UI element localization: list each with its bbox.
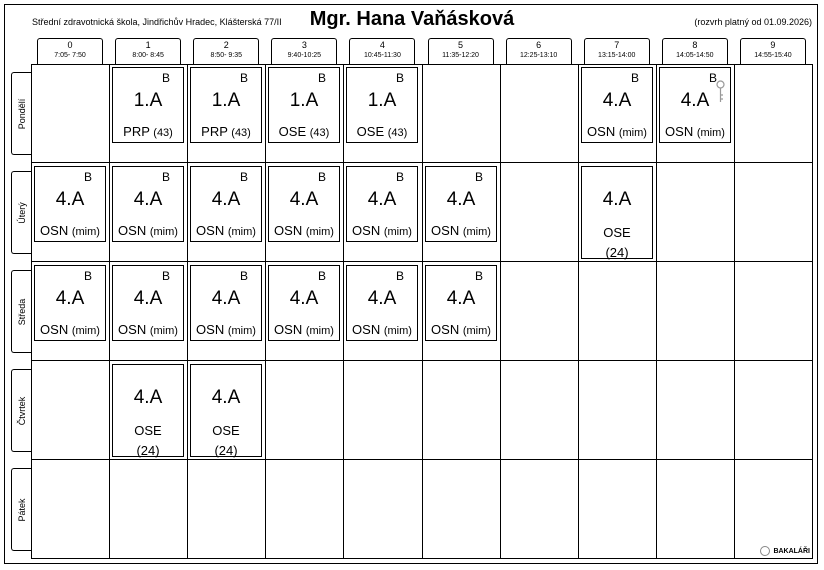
lesson-group: B bbox=[474, 170, 483, 184]
period-header-6 bbox=[506, 38, 572, 64]
lesson-subject: OSN bbox=[587, 124, 616, 139]
lesson-class: 4.A bbox=[367, 288, 397, 309]
lesson-group: B bbox=[239, 269, 248, 283]
lesson-subject-room bbox=[191, 322, 261, 337]
lesson-room: (43) bbox=[309, 127, 330, 139]
lesson-cell[interactable] bbox=[581, 166, 653, 259]
grid-vline bbox=[343, 64, 344, 559]
key-icon bbox=[716, 80, 725, 104]
lesson-group: B bbox=[630, 71, 639, 85]
validity-note: (rozvrh platný od 01.09.2026) bbox=[694, 17, 812, 27]
day-name: Čtvrtek bbox=[16, 396, 27, 425]
lesson-cell[interactable] bbox=[190, 67, 262, 143]
period-header-3 bbox=[271, 38, 337, 64]
lesson-room: (43) bbox=[153, 127, 173, 139]
lesson-cell[interactable] bbox=[346, 166, 418, 242]
lesson-group: B bbox=[161, 269, 170, 283]
lesson-group: B bbox=[474, 269, 483, 283]
period-header-1 bbox=[115, 38, 181, 64]
period-time: 13:15-14:00 bbox=[598, 52, 636, 59]
lesson-group: B bbox=[239, 71, 248, 85]
lesson-group: B bbox=[161, 170, 170, 184]
lesson-room: (mim) bbox=[618, 127, 647, 139]
lesson-subject-room bbox=[347, 124, 417, 139]
lesson-cell[interactable] bbox=[112, 265, 184, 341]
lesson-room: (24) bbox=[214, 443, 238, 458]
lesson-cell[interactable] bbox=[346, 265, 418, 341]
period-number: 8 bbox=[692, 40, 698, 50]
grid-vline bbox=[422, 64, 423, 559]
day-name: Pátek bbox=[16, 497, 27, 522]
lesson-group: B bbox=[317, 71, 326, 85]
period-time: 8:00- 8:45 bbox=[132, 52, 164, 59]
grid-vline bbox=[812, 64, 813, 559]
lesson-cell[interactable] bbox=[346, 67, 418, 143]
lesson-room: (43) bbox=[387, 127, 408, 139]
grid-vline bbox=[734, 64, 735, 559]
lesson-room: (mim) bbox=[383, 226, 412, 238]
period-header-2 bbox=[193, 38, 259, 64]
lesson-subject: OSN bbox=[40, 322, 69, 337]
lesson-subject-room bbox=[582, 223, 652, 263]
lesson-cell[interactable] bbox=[34, 166, 106, 242]
period-header-8 bbox=[662, 38, 728, 64]
lesson-subject-room bbox=[191, 421, 261, 461]
lesson-class: 4.A bbox=[446, 288, 476, 309]
lesson-subject-room bbox=[269, 124, 339, 139]
lesson-subject: OSE bbox=[134, 423, 162, 438]
lesson-subject-room bbox=[191, 223, 261, 238]
lesson-subject: OSN bbox=[274, 223, 303, 238]
lesson-class: 4.A bbox=[133, 288, 163, 309]
lesson-subject: OSN bbox=[431, 322, 460, 337]
lesson-cell[interactable] bbox=[268, 265, 340, 341]
lesson-room: (mim) bbox=[149, 226, 178, 238]
lesson-subject: OSN bbox=[40, 223, 69, 238]
teacher-name: Mgr. Hana Vaňásková bbox=[309, 8, 515, 30]
lesson-subject-room bbox=[347, 322, 417, 337]
period-time: 12:25-13:10 bbox=[519, 52, 558, 59]
period-header-9 bbox=[740, 38, 806, 64]
lesson-class: 1.A bbox=[289, 90, 319, 111]
lesson-group: B bbox=[395, 71, 404, 85]
lesson-subject-room bbox=[35, 223, 105, 238]
period-time: 14:05-14:50 bbox=[676, 52, 714, 59]
lesson-cell[interactable] bbox=[425, 265, 497, 341]
lesson-cell[interactable] bbox=[268, 166, 340, 242]
period-number: 9 bbox=[770, 40, 776, 50]
lesson-class: 4.A bbox=[602, 189, 632, 210]
period-header-4 bbox=[349, 38, 415, 64]
lesson-subject: OSN bbox=[118, 223, 147, 238]
lesson-class: 4.A bbox=[211, 288, 241, 309]
lesson-subject-room bbox=[35, 322, 105, 337]
lesson-room: (mim) bbox=[305, 325, 334, 337]
bakalari-brand bbox=[760, 546, 810, 556]
lesson-cell[interactable] bbox=[268, 67, 340, 143]
period-number: 2 bbox=[223, 40, 229, 50]
lesson-subject: OSN bbox=[196, 223, 225, 238]
day-name: Středa bbox=[16, 298, 27, 325]
lesson-subject: OSN bbox=[118, 322, 147, 337]
lesson-subject-room bbox=[269, 322, 339, 337]
lesson-class: 1.A bbox=[367, 90, 397, 111]
lesson-subject: OSE bbox=[212, 423, 240, 438]
lesson-room: (mim) bbox=[462, 226, 491, 238]
lesson-class: 4.A bbox=[680, 90, 710, 111]
grid-vline bbox=[578, 64, 579, 559]
lesson-group: B bbox=[708, 71, 717, 85]
period-number: 7 bbox=[614, 40, 620, 50]
grid-vline bbox=[656, 64, 657, 559]
lesson-cell[interactable] bbox=[581, 67, 653, 143]
lesson-class: 4.A bbox=[55, 189, 85, 210]
lesson-cell[interactable] bbox=[112, 364, 184, 457]
period-time: 14:55-15:40 bbox=[754, 52, 792, 59]
grid-hline bbox=[31, 360, 812, 361]
period-number: 1 bbox=[145, 40, 151, 50]
lesson-class: 4.A bbox=[133, 387, 163, 408]
lesson-class: 1.A bbox=[133, 90, 163, 111]
period-number: 4 bbox=[379, 40, 385, 50]
lesson-room: (mim) bbox=[71, 226, 100, 238]
lesson-class: 4.A bbox=[133, 189, 163, 210]
grid-vline bbox=[187, 64, 188, 559]
lesson-group: B bbox=[83, 269, 92, 283]
period-time: 7:05- 7:50 bbox=[54, 52, 86, 59]
lesson-class: 4.A bbox=[55, 288, 85, 309]
period-number: 5 bbox=[458, 40, 464, 50]
day-label-4 bbox=[11, 468, 31, 551]
lesson-room: (24) bbox=[136, 443, 160, 458]
lesson-group: B bbox=[83, 170, 92, 184]
day-label-2 bbox=[11, 270, 31, 353]
lesson-room: (mim) bbox=[462, 325, 491, 337]
lesson-subject-room bbox=[426, 322, 496, 337]
lesson-group: B bbox=[395, 269, 404, 283]
lesson-subject: OSE bbox=[603, 225, 631, 240]
lesson-room: (mim) bbox=[227, 226, 256, 238]
lesson-class: 4.A bbox=[289, 288, 319, 309]
lesson-subject-room bbox=[113, 421, 183, 461]
lesson-group: B bbox=[161, 71, 170, 85]
lesson-subject-room bbox=[113, 223, 183, 238]
lesson-group: B bbox=[317, 170, 326, 184]
period-number: 0 bbox=[67, 40, 73, 50]
period-number: 6 bbox=[536, 40, 542, 50]
lesson-room: (mim) bbox=[696, 127, 725, 139]
period-number: 3 bbox=[301, 40, 307, 50]
lesson-group: B bbox=[395, 170, 404, 184]
period-header-5 bbox=[428, 38, 494, 64]
lesson-subject: OSN bbox=[274, 322, 303, 337]
lesson-room: (43) bbox=[231, 127, 251, 139]
grid-vline bbox=[265, 64, 266, 559]
lesson-subject-room bbox=[582, 124, 652, 139]
lesson-class: 4.A bbox=[602, 90, 632, 111]
school-name: Střední zdravotnická škola, Jindřichův Hradec, Klášterská 77/II bbox=[32, 17, 282, 27]
period-time: 10:45-11:30 bbox=[364, 52, 401, 59]
day-label-3 bbox=[11, 369, 31, 452]
lesson-class: 4.A bbox=[211, 387, 241, 408]
lesson-cell[interactable] bbox=[112, 166, 184, 242]
lesson-subject: OSN bbox=[431, 223, 460, 238]
period-header-0 bbox=[37, 38, 103, 64]
lesson-class: 4.A bbox=[446, 189, 476, 210]
lesson-subject: OSN bbox=[352, 322, 381, 337]
grid-hline bbox=[31, 558, 812, 559]
lesson-subject-room bbox=[113, 124, 183, 139]
lesson-class: 1.A bbox=[211, 90, 241, 111]
brand-label: BAKALÁŘI bbox=[773, 547, 810, 555]
lesson-subject: OSN bbox=[352, 223, 381, 238]
lesson-subject: OSE bbox=[278, 124, 307, 139]
lesson-cell[interactable] bbox=[190, 364, 262, 457]
lesson-subject: PRP bbox=[201, 124, 228, 139]
lesson-class: 4.A bbox=[367, 189, 397, 210]
lesson-subject-room bbox=[426, 223, 496, 238]
lesson-subject-room bbox=[347, 223, 417, 238]
period-time: 8:50- 9:35 bbox=[210, 52, 242, 59]
day-label-1 bbox=[11, 171, 31, 254]
period-time: 9:40-10:25 bbox=[287, 52, 322, 59]
lesson-cell[interactable] bbox=[34, 265, 106, 341]
lesson-subject-room bbox=[660, 124, 730, 139]
lesson-class: 4.A bbox=[289, 189, 319, 210]
bakalari-logo-icon bbox=[760, 546, 770, 556]
day-name: Pondělí bbox=[16, 98, 27, 129]
period-header-7 bbox=[584, 38, 650, 64]
day-label-0 bbox=[11, 72, 31, 155]
lesson-group: B bbox=[239, 170, 248, 184]
lesson-subject: OSN bbox=[196, 322, 225, 337]
lesson-subject-room bbox=[113, 322, 183, 337]
lesson-room: (mim) bbox=[149, 325, 178, 337]
lesson-room: (mim) bbox=[227, 325, 256, 337]
grid-vline bbox=[109, 64, 110, 559]
lesson-room: (mim) bbox=[305, 226, 334, 238]
lesson-subject-room bbox=[269, 223, 339, 238]
lesson-cell[interactable] bbox=[190, 265, 262, 341]
lesson-subject-room bbox=[191, 124, 261, 139]
lesson-room: (mim) bbox=[71, 325, 100, 337]
lesson-cell[interactable] bbox=[112, 67, 184, 143]
lesson-class: 4.A bbox=[211, 189, 241, 210]
grid-hline bbox=[31, 261, 812, 262]
lesson-subject: OSE bbox=[356, 124, 385, 139]
day-name: Úterý bbox=[16, 201, 27, 224]
lesson-cell[interactable] bbox=[190, 166, 262, 242]
grid-vline bbox=[500, 64, 501, 559]
lesson-cell[interactable] bbox=[659, 67, 731, 143]
period-time: 11:35-12:20 bbox=[442, 52, 479, 59]
lesson-subject: OSN bbox=[665, 124, 694, 139]
lesson-room: (24) bbox=[605, 245, 629, 260]
grid-hline bbox=[31, 162, 812, 163]
lesson-subject: PRP bbox=[123, 124, 150, 139]
lesson-cell[interactable] bbox=[425, 166, 497, 242]
lesson-room: (mim) bbox=[383, 325, 412, 337]
lesson-group: B bbox=[317, 269, 326, 283]
